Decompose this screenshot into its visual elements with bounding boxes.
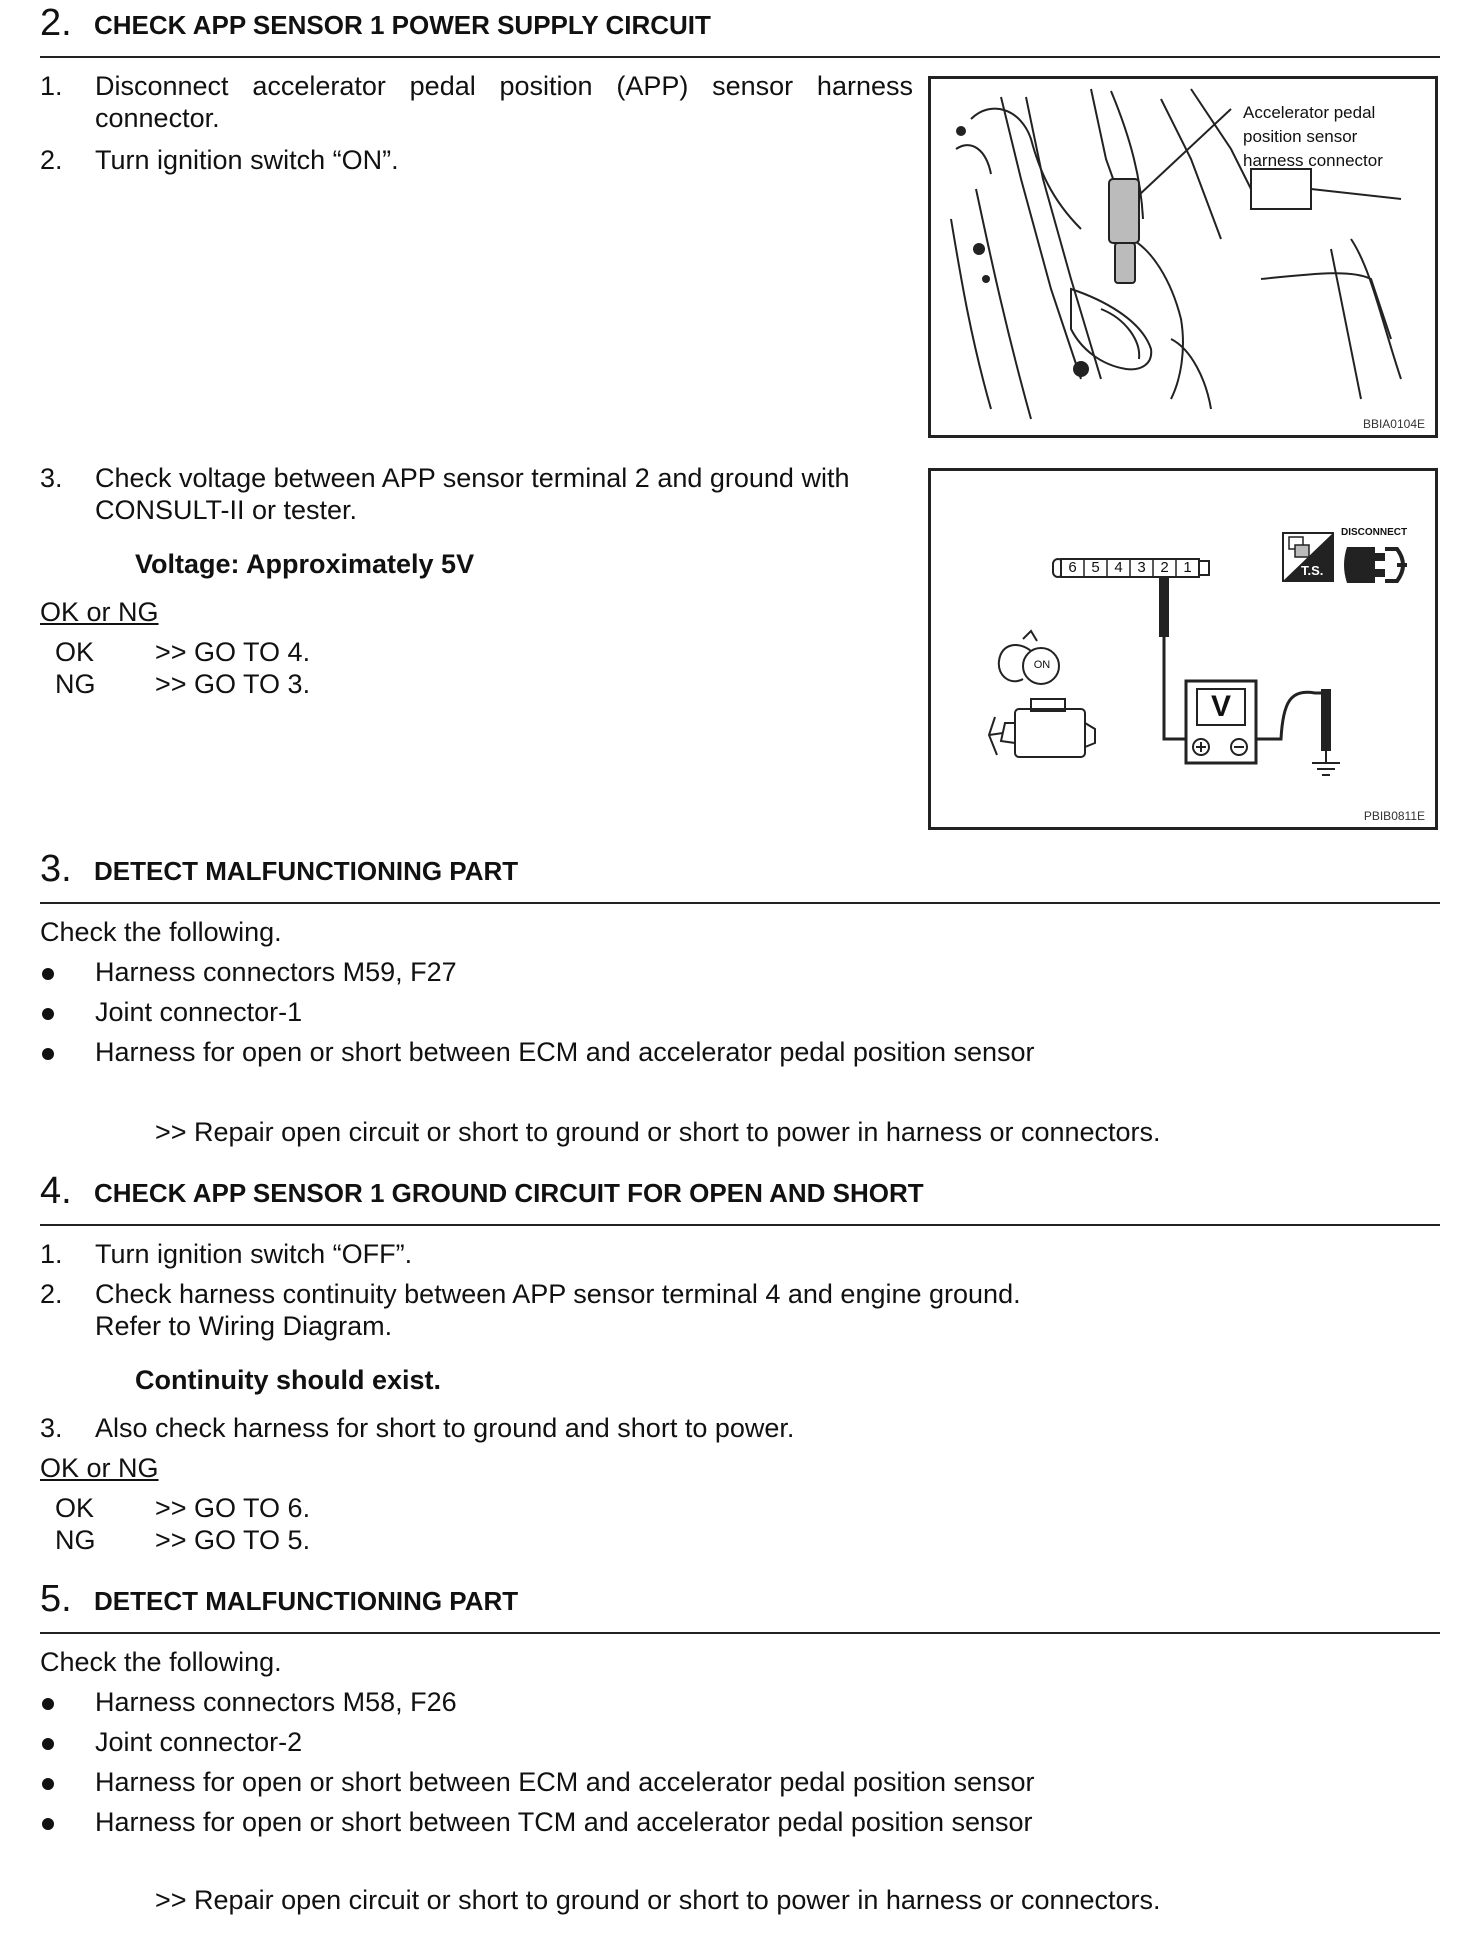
step-2-item-1-line-2: connector. <box>95 103 220 133</box>
voltmeter-label: V <box>1210 690 1231 723</box>
step-4-item-3-number: 3. <box>40 1413 63 1443</box>
bullet-icon <box>42 1698 54 1710</box>
figure-app-sensor-location <box>928 76 1438 438</box>
step-4-ok-action: >> GO TO 6. <box>155 1493 311 1523</box>
step-5-number: 5. <box>40 1578 72 1620</box>
key-on-label: ON <box>1033 659 1051 671</box>
voltage-check-illustration <box>931 471 1435 827</box>
step-5-intro: Check the following. <box>40 1647 282 1677</box>
step-4-ng-label: NG <box>55 1525 96 1555</box>
bullet-icon <box>42 1778 54 1790</box>
bullet-icon <box>42 1048 54 1060</box>
figure-voltage-check <box>928 468 1438 830</box>
step-3-number: 3. <box>40 848 72 890</box>
step-3-action: >> Repair open circuit or short to ground or short to power in harness or connectors. <box>155 1117 1161 1147</box>
disconnect-icon <box>1344 547 1407 583</box>
step-2-item-3-line-2: CONSULT-II or tester. <box>95 495 358 525</box>
positive-probe <box>1159 577 1169 637</box>
ground-symbol-icon <box>1312 751 1340 775</box>
callout-line-2: position sensor <box>1243 127 1358 146</box>
step-2-item-1-number: 1. <box>40 71 63 101</box>
ts-label: T.S. <box>1301 563 1324 578</box>
step-3-intro: Check the following. <box>40 917 282 947</box>
bullet-icon <box>42 1008 54 1020</box>
step-2-number: 2. <box>40 2 72 44</box>
step-2-item-2-number: 2. <box>40 145 63 175</box>
engine-icon <box>989 699 1095 757</box>
step-3-title: DETECT MALFUNCTIONING PART <box>94 856 519 886</box>
pin-label: 5 <box>1091 559 1100 576</box>
step-2-ok-ng-label: OK or NG <box>40 597 159 627</box>
step-5-action: >> Repair open circuit or short to ground or short to power in harness or connectors. <box>155 1885 1161 1915</box>
step-2-item-3-number: 3. <box>40 463 63 493</box>
step-2-ng-action: >> GO TO 3. <box>155 669 311 699</box>
pin-label: 6 <box>1068 559 1077 576</box>
negative-lead <box>1256 692 1325 739</box>
callout-line-1: Accelerator pedal <box>1243 103 1376 122</box>
bullet-icon <box>42 1818 54 1830</box>
pin-label: 4 <box>1114 559 1123 576</box>
bullet-icon <box>42 968 54 980</box>
step-4-spec: Continuity should exist. <box>135 1365 442 1395</box>
step-4-item-2-line-1: Check harness continuity between APP sensor terminal 4 and engine ground. <box>95 1279 1021 1309</box>
step-5-header <box>40 1576 1440 1634</box>
step-2-item-3-line-1: Check voltage between APP sensor terminal 2 and ground with <box>95 463 850 493</box>
step-3-item: Joint connector-1 <box>95 997 303 1027</box>
step-2-title: CHECK APP SENSOR 1 POWER SUPPLY CIRCUIT <box>94 10 711 40</box>
figure-1-code: BBIA0104E <box>1362 417 1425 431</box>
step-5-item: Harness for open or short between TCM and accelerator pedal position sensor <box>95 1807 1033 1837</box>
step-3-item: Harness for open or short between ECM and accelerator pedal position sensor <box>95 1037 1035 1067</box>
step-4-item-1: Turn ignition switch “OFF”. <box>95 1239 413 1269</box>
step-3-item: Harness connectors M59, F27 <box>95 957 457 987</box>
step-4-ng-action: >> GO TO 5. <box>155 1525 311 1555</box>
step-2-ok-label: OK <box>55 637 95 667</box>
step-4-item-2-number: 2. <box>40 1279 63 1309</box>
pedal-area-illustration <box>931 79 1435 435</box>
step-3-header <box>40 846 1440 904</box>
step-4-number: 4. <box>40 1170 72 1212</box>
pin-label: 1 <box>1183 559 1192 576</box>
step-4-item-2-line-2: Refer to Wiring Diagram. <box>95 1311 393 1341</box>
step-4-item-3: Also check harness for short to ground and short to power. <box>95 1413 795 1443</box>
bullet-icon <box>42 1738 54 1750</box>
step-5-title: DETECT MALFUNCTIONING PART <box>94 1586 519 1616</box>
step-4-header <box>40 1168 1440 1226</box>
step-4-title: CHECK APP SENSOR 1 GROUND CIRCUIT FOR OPEN AND SHORT <box>94 1178 924 1208</box>
step-2-ng-label: NG <box>55 669 96 699</box>
negative-probe <box>1321 689 1331 751</box>
step-5-item: Harness for open or short between ECM and accelerator pedal position sensor <box>95 1767 1035 1797</box>
pin-label: 2 <box>1160 559 1169 576</box>
callout-line-3: harness connector <box>1243 151 1383 170</box>
step-2-item-1-line-1: Disconnect accelerator pedal position (APP) sensor harness <box>95 71 913 101</box>
disconnect-label: DISCONNECT <box>1341 527 1408 538</box>
step-2-ok-action: >> GO TO 4. <box>155 637 311 667</box>
step-2-item-2: Turn ignition switch “ON”. <box>95 145 399 175</box>
step-5-item: Harness connectors M58, F26 <box>95 1687 457 1717</box>
step-2-spec: Voltage: Approximately 5V <box>135 549 475 579</box>
figure-2-code: PBIB0811E <box>1363 809 1425 823</box>
pin-label: 3 <box>1137 559 1146 576</box>
step-5-item: Joint connector-2 <box>95 1727 303 1757</box>
step-4-ok-ng-label: OK or NG <box>40 1453 159 1483</box>
step-2-header <box>40 0 1440 58</box>
step-4-item-1-number: 1. <box>40 1239 63 1269</box>
step-4-ok-label: OK <box>55 1493 95 1523</box>
